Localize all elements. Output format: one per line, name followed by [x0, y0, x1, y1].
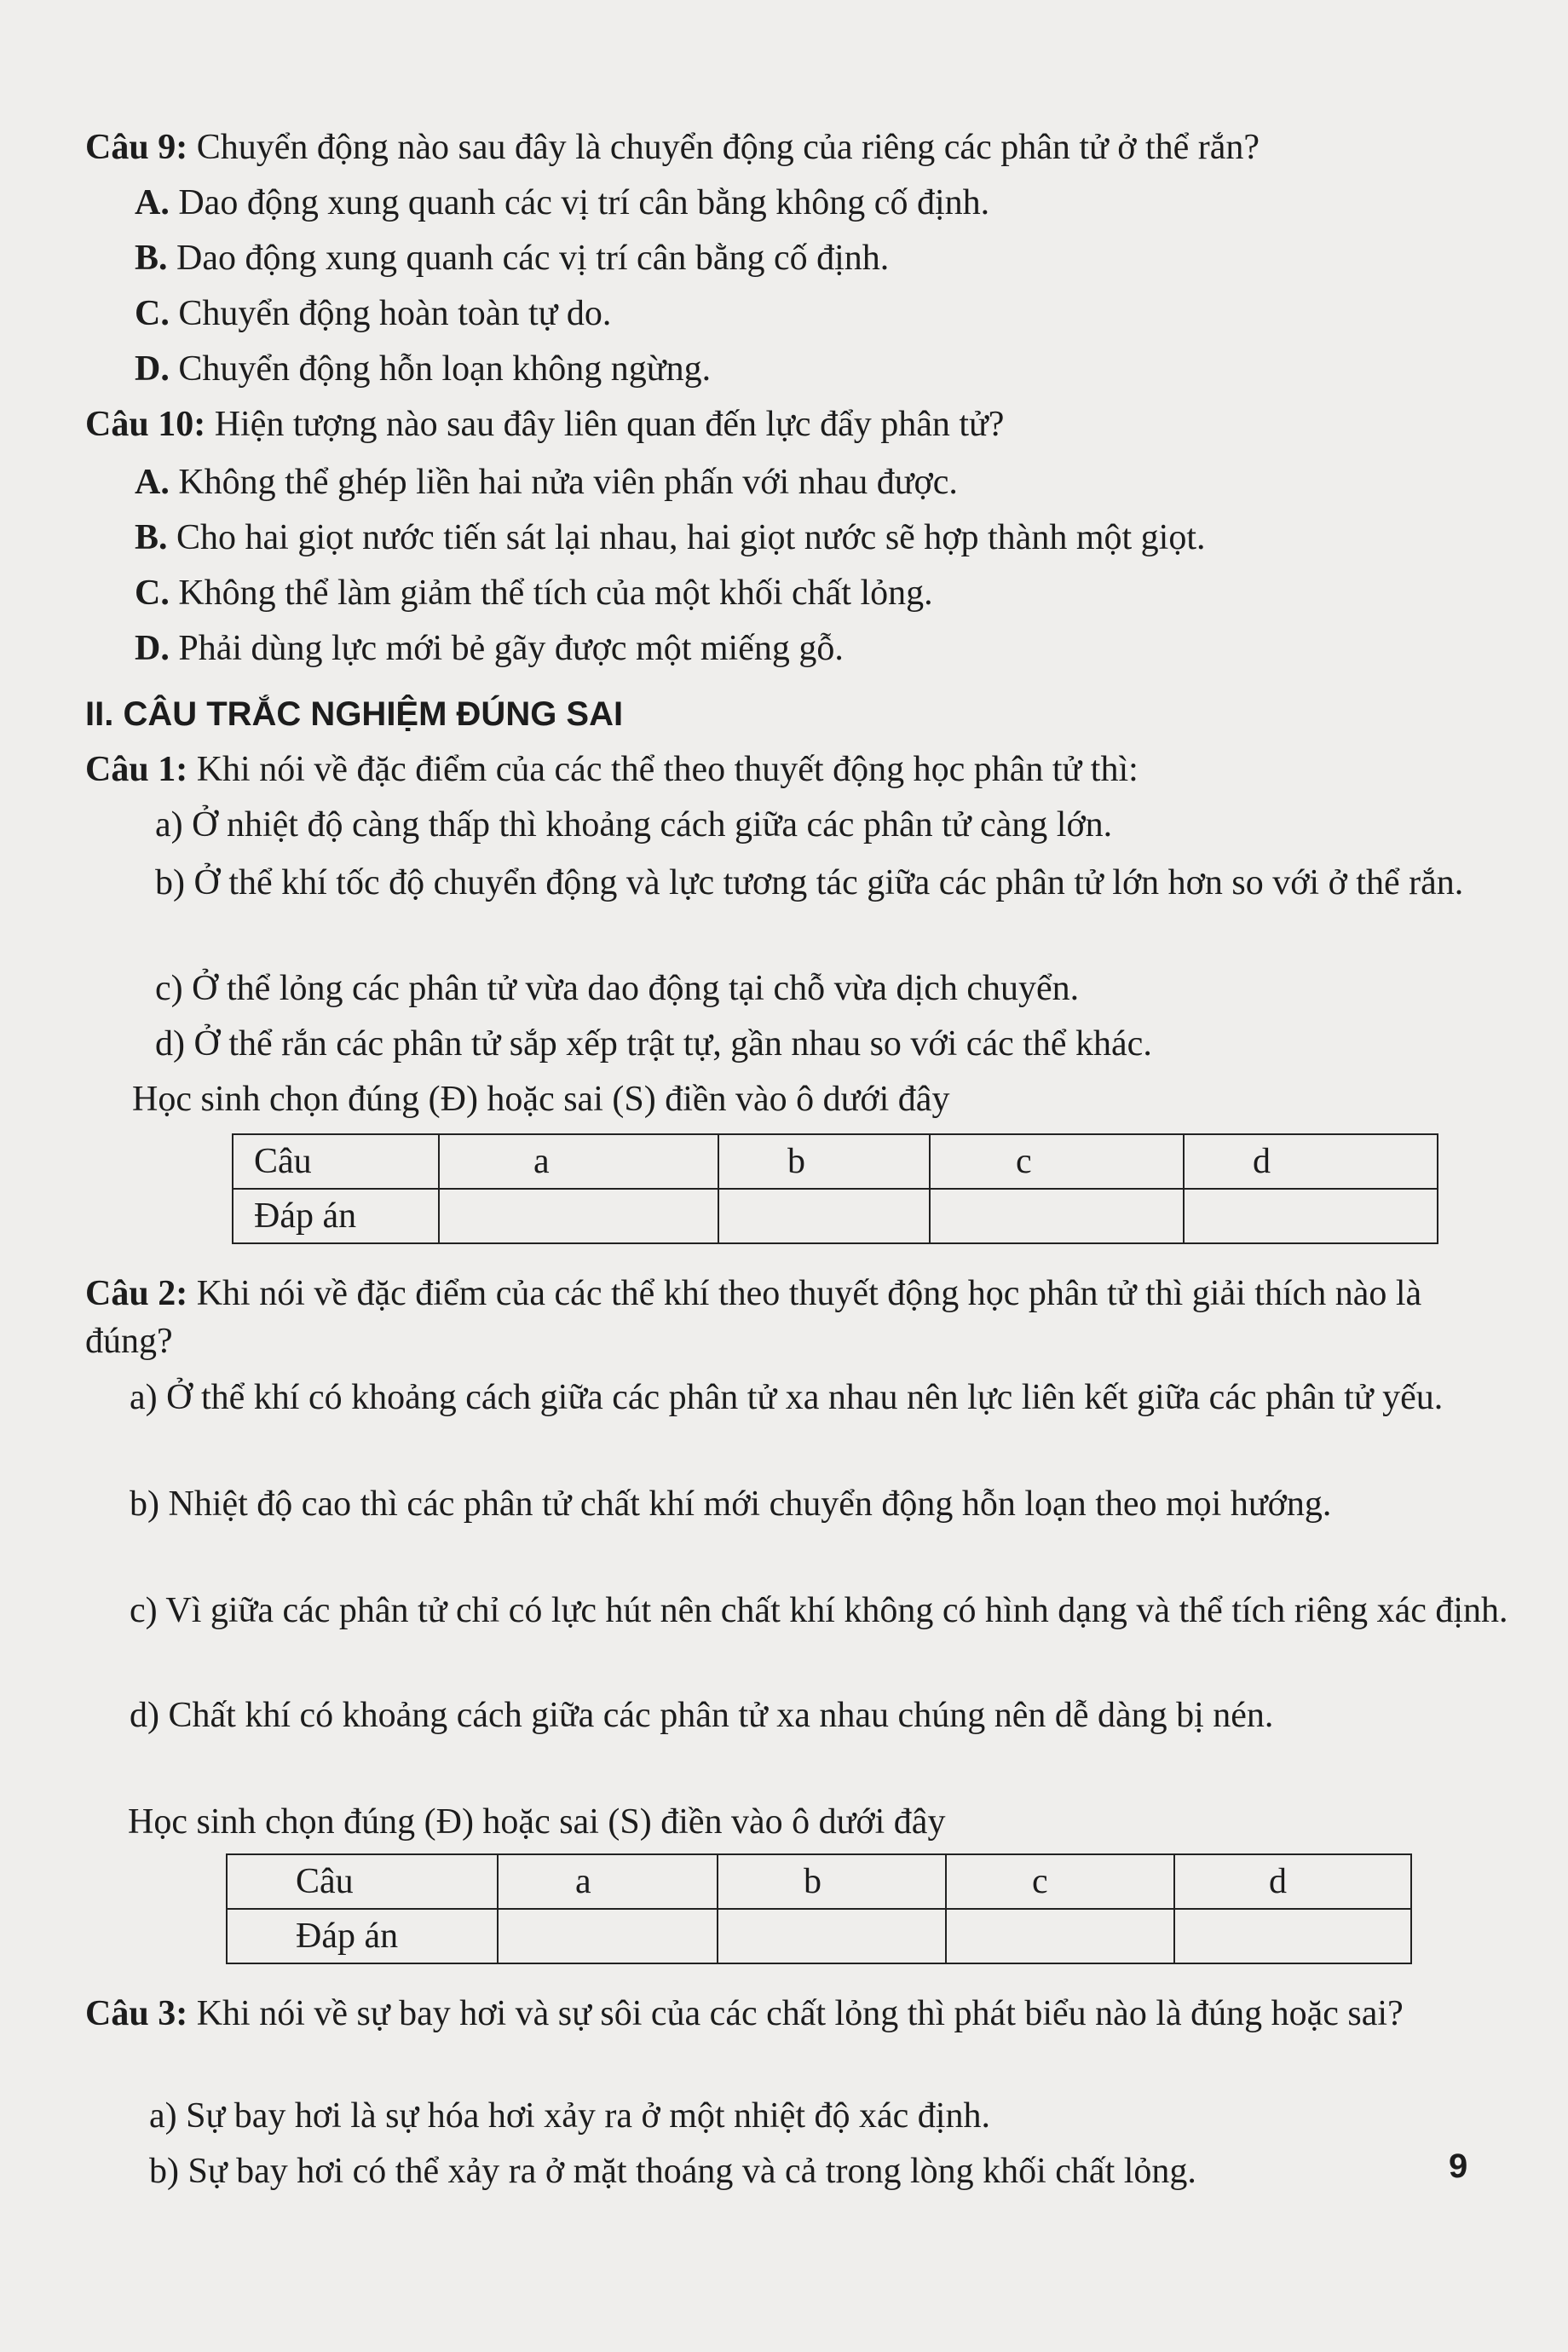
table-cell-answer-c[interactable] [946, 1909, 1174, 1963]
q9-option-a-text: Dao động xung quanh các vị trí cân bằng không cố định. [169, 183, 990, 222]
q9-option-b-label: B. [135, 239, 168, 278]
table-cell-answer-c[interactable] [930, 1189, 1184, 1243]
question-10-text: Hiện tượng nào sau đây liên quan đến lực đẩy phân tử? [205, 405, 1005, 444]
tf1-item-a-text: Ở nhiệt độ càng thấp thì khoảng cách giữa các phân tử càng lớn. [182, 805, 1113, 845]
table-cell-d: d [1184, 1134, 1438, 1189]
section-heading: II. CÂU TRẮC NGHIỆM ĐÚNG SAI [85, 695, 624, 733]
tf-question-2-label: Câu 2: [85, 1274, 188, 1313]
q10-option-a-label: A. [135, 463, 170, 502]
tf2-instruction: Học sinh chọn đúng (Đ) hoặc sai (S) điền vào ô dưới đây [128, 1802, 946, 1842]
tf-question-1-text: Khi nói về đặc điểm của các thể theo thuyết động học phân tử thì: [187, 750, 1139, 789]
tf2-item-b-label: b) [130, 1484, 159, 1524]
q10-option-d-text: Phải dùng lực mới bẻ gãy được một miếng gỗ. [169, 629, 844, 668]
tf1-item-c [155, 965, 1519, 1012]
table-cell-c: c [946, 1854, 1174, 1909]
tf3-item-a-text: Sự bay hơi là sự hóa hơi xảy ra ở một nhiệt độ xác định. [176, 2096, 990, 2136]
tf2-item-c [130, 1587, 1540, 1634]
tf1-item-c-label: c) [155, 969, 183, 1008]
tf-question-3-text: Khi nói về sự bay hơi và sự sôi của các chất lỏng thì phát biểu nào là đúng hoặc sai? [187, 1994, 1404, 2033]
page-number: 9 [1449, 2147, 1468, 2185]
tf-question-2-text: Khi nói về đặc điểm của các thể khí theo thuyết động học phân tử thì giải thích nào là đúng? [85, 1274, 1422, 1361]
question-9 [85, 124, 1491, 171]
table-cell-b: b [718, 1854, 946, 1909]
q10-option-a [135, 458, 1498, 506]
q9-option-c-text: Chuyển động hoàn toàn tự do. [169, 294, 612, 333]
table-cell-d: d [1174, 1854, 1411, 1909]
question-9-text: Chuyển động nào sau đây là chuyển động của riêng các phân tử ở thể rắn? [187, 128, 1260, 167]
tf2-item-c-label: c) [130, 1591, 158, 1630]
q9-option-d [135, 345, 1498, 393]
answer-table-1 [232, 1133, 1438, 1244]
tf1-item-b [155, 859, 1540, 907]
table-row [233, 1189, 1438, 1243]
tf2-item-d-text: Chất khí có khoảng cách giữa các phân tử xa nhau chúng nên dễ dàng bị nén. [159, 1696, 1274, 1735]
q10-option-d [135, 625, 1498, 672]
q9-option-c-label: C. [135, 294, 170, 333]
tf-question-3-label: Câu 3: [85, 1994, 188, 2033]
tf1-item-d-label: d) [155, 1024, 185, 1064]
table-row [227, 1909, 1411, 1963]
table-cell-answer-d[interactable] [1174, 1909, 1411, 1963]
tf-question-3 [85, 1990, 1491, 2038]
table-cell-header: Câu [233, 1134, 439, 1189]
table-cell-answer-d[interactable] [1184, 1189, 1438, 1243]
tf2-item-b-text: Nhiệt độ cao thì các phân tử chất khí mới chuyển động hỗn loạn theo mọi hướng. [159, 1484, 1332, 1524]
tf-question-2 [85, 1270, 1491, 1365]
answer-table-2 [226, 1853, 1412, 1964]
table-cell-answer-label: Đáp án [233, 1189, 439, 1243]
q10-option-b [135, 514, 1498, 562]
table-cell-b: b [718, 1134, 930, 1189]
tf1-item-b-text: Ở thể khí tốc độ chuyển động và lực tương tác giữa các phân tử lớn hơn so với ở thể rắn. [185, 863, 1464, 902]
table-cell-c: c [930, 1134, 1184, 1189]
table-cell-answer-a[interactable] [498, 1909, 718, 1963]
q9-option-c [135, 290, 1498, 337]
table-row [227, 1854, 1411, 1909]
tf-question-1-label: Câu 1: [85, 750, 188, 789]
table-row [233, 1134, 1438, 1189]
tf1-item-a-label: a) [155, 805, 183, 845]
q10-option-a-text: Không thể ghép liền hai nửa viên phấn với nhau được. [169, 463, 958, 502]
q10-option-c-text: Không thể làm giảm thể tích của một khối chất lỏng. [169, 574, 933, 613]
table-cell-answer-b[interactable] [718, 1189, 930, 1243]
tf2-item-a-text: Ở thể khí có khoảng cách giữa các phân tử xa nhau nên lực liên kết giữa các phân tử yếu. [157, 1378, 1444, 1417]
tf3-item-b-text: Sự bay hơi có thể xảy ra ở mặt thoáng và cả trong lòng khối chất lỏng. [179, 2152, 1196, 2191]
tf1-item-b-label: b) [155, 863, 185, 902]
tf3-item-a [149, 2092, 1513, 2140]
question-9-label: Câu 9: [85, 128, 188, 167]
q9-option-d-label: D. [135, 349, 170, 389]
tf2-item-d-label: d) [130, 1696, 159, 1735]
table-cell-header: Câu [227, 1854, 498, 1909]
q9-option-a [135, 179, 1498, 227]
q9-option-a-label: A. [135, 183, 170, 222]
table-cell-a: a [439, 1134, 718, 1189]
tf2-item-a [130, 1374, 1540, 1421]
q9-option-b [135, 234, 1498, 282]
q10-option-d-label: D. [135, 629, 170, 668]
table-cell-answer-a[interactable] [439, 1189, 718, 1243]
tf2-item-a-label: a) [130, 1378, 158, 1417]
q10-option-c-label: C. [135, 574, 170, 613]
question-10-label: Câu 10: [85, 405, 206, 444]
table-cell-a: a [498, 1854, 718, 1909]
tf2-item-c-text: Vì giữa các phân tử chỉ có lực hút nên chất khí không có hình dạng và thể tích riêng xác định. [157, 1591, 1508, 1630]
tf1-item-c-text: Ở thể lỏng các phân tử vừa dao động tại chỗ vừa dịch chuyển. [182, 969, 1080, 1008]
tf1-item-d [155, 1020, 1519, 1068]
tf3-item-b-label: b) [149, 2152, 179, 2191]
tf1-item-d-text: Ở thể rắn các phân tử sắp xếp trật tự, gần nhau so với các thể khác. [185, 1024, 1152, 1064]
q10-option-b-label: B. [135, 518, 168, 557]
table-cell-answer-b[interactable] [718, 1909, 946, 1963]
tf-question-1 [85, 746, 1491, 793]
question-10 [85, 401, 1491, 448]
q9-option-d-text: Chuyển động hỗn loạn không ngừng. [169, 349, 712, 389]
q10-option-c [135, 569, 1498, 617]
tf2-item-b [130, 1480, 1540, 1528]
tf1-instruction: Học sinh chọn đúng (Đ) hoặc sai (S) điền vào ô dưới đây [132, 1080, 950, 1119]
tf1-item-a [155, 801, 1519, 849]
tf2-item-d [130, 1692, 1540, 1739]
tf3-item-b [149, 2147, 1513, 2195]
table-cell-answer-label: Đáp án [227, 1909, 498, 1963]
tf3-item-a-label: a) [149, 2096, 177, 2136]
q10-option-b-text: Cho hai giọt nước tiến sát lại nhau, hai giọt nước sẽ hợp thành một giọt. [167, 518, 1206, 557]
q9-option-b-text: Dao động xung quanh các vị trí cân bằng cố định. [167, 239, 890, 278]
